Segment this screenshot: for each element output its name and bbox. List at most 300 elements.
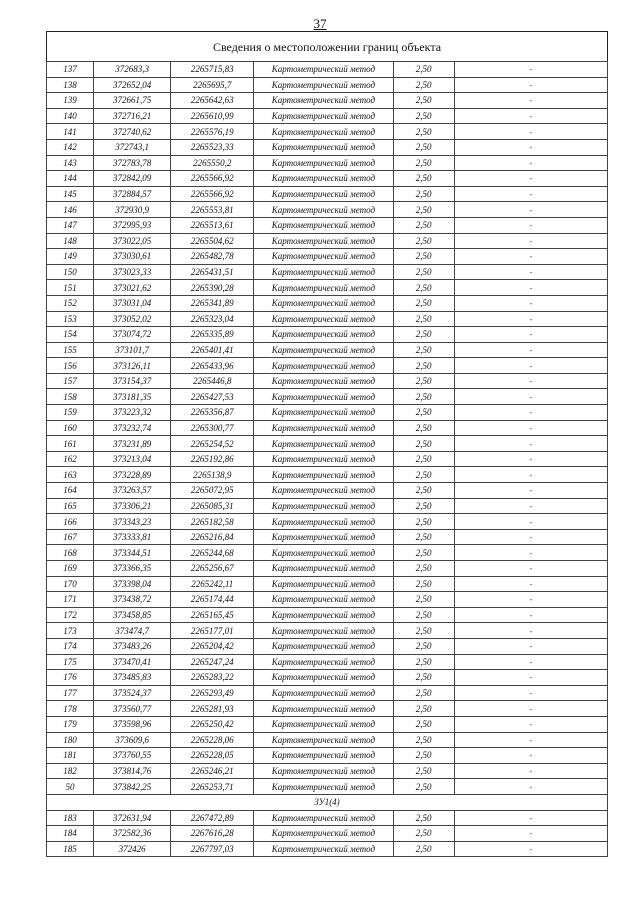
point-number-cell: 176 [47,670,94,686]
x-coordinate-cell: 373263,57 [94,483,171,499]
point-number-cell: 168 [47,545,94,561]
y-coordinate-cell: 2265642,63 [171,93,254,109]
y-coordinate-cell: 2265174,44 [171,592,254,608]
description-cell: - [454,202,607,218]
x-coordinate-cell: 373031,04 [94,295,171,311]
method-cell: Картометрический метод [254,342,393,358]
x-coordinate-cell: 373609,6 [94,732,171,748]
description-cell: - [454,436,607,452]
table-row [47,233,608,249]
x-coordinate-cell: 373343,23 [94,514,171,530]
table-row [47,217,608,233]
precision-cell: 2,50 [393,202,454,218]
precision-cell: 2,50 [393,342,454,358]
method-cell: Картометрический метод [254,451,393,467]
table-row [47,592,608,608]
precision-cell: 2,50 [393,186,454,202]
point-number-cell: 160 [47,420,94,436]
method-cell: Картометрический метод [254,264,393,280]
method-cell: Картометрический метод [254,670,393,686]
table-row [47,498,608,514]
point-number-cell: 165 [47,498,94,514]
y-coordinate-cell: 2265247,24 [171,654,254,670]
y-coordinate-cell: 2267616,28 [171,826,254,842]
precision-cell: 2,50 [393,810,454,826]
description-cell: - [454,576,607,592]
y-coordinate-cell: 2265138,9 [171,467,254,483]
method-cell: Картометрический метод [254,436,393,452]
x-coordinate-cell: 372652,04 [94,77,171,93]
x-coordinate-cell: 373231,89 [94,436,171,452]
point-number-cell: 142 [47,139,94,155]
precision-cell: 2,50 [393,498,454,514]
point-number-cell: 138 [47,77,94,93]
precision-cell: 2,50 [393,670,454,686]
point-number-cell: 151 [47,280,94,296]
method-cell: Картометрический метод [254,623,393,639]
description-cell: - [454,389,607,405]
table-row [47,108,608,124]
description-cell: - [454,763,607,779]
precision-cell: 2,50 [393,779,454,795]
method-cell: Картометрический метод [254,373,393,389]
y-coordinate-cell: 2265165,45 [171,607,254,623]
y-coordinate-cell: 2265553,81 [171,202,254,218]
table-row [47,716,608,732]
x-coordinate-cell: 373524,37 [94,685,171,701]
description-cell: - [454,264,607,280]
table-row [47,186,608,202]
method-cell: Картометрический метод [254,483,393,499]
x-coordinate-cell: 372426 [94,841,171,857]
point-number-cell: 141 [47,124,94,140]
x-coordinate-cell: 373438,72 [94,592,171,608]
description-cell: - [454,295,607,311]
method-cell: Картометрический метод [254,124,393,140]
point-number-cell: 147 [47,217,94,233]
method-cell: Картометрический метод [254,638,393,654]
description-cell: - [454,311,607,327]
table-row [47,264,608,280]
point-number-cell: 155 [47,342,94,358]
description-cell: - [454,155,607,171]
method-cell: Картометрический метод [254,841,393,857]
method-cell: Картометрический метод [254,62,393,78]
table-row [47,124,608,140]
table-row [47,139,608,155]
precision-cell: 2,50 [393,451,454,467]
x-coordinate-cell: 373101,7 [94,342,171,358]
table-row [47,342,608,358]
point-number-cell: 181 [47,748,94,764]
y-coordinate-cell: 2265192,86 [171,451,254,467]
description-cell: - [454,826,607,842]
method-cell: Картометрический метод [254,529,393,545]
x-coordinate-cell: 373021,62 [94,280,171,296]
x-coordinate-cell: 373030,61 [94,249,171,265]
method-cell: Картометрический метод [254,732,393,748]
description-cell: - [454,810,607,826]
precision-cell: 2,50 [393,561,454,577]
point-number-cell: 170 [47,576,94,592]
point-number-cell: 161 [47,436,94,452]
boundary-table-frame [46,31,608,857]
y-coordinate-cell: 2265341,89 [171,295,254,311]
x-coordinate-cell: 372995,93 [94,217,171,233]
method-cell: Картометрический метод [254,592,393,608]
description-cell: - [454,77,607,93]
point-number-cell: 179 [47,716,94,732]
point-number-cell: 184 [47,826,94,842]
y-coordinate-cell: 2265253,71 [171,779,254,795]
method-cell: Картометрический метод [254,420,393,436]
method-cell: Картометрический метод [254,280,393,296]
x-coordinate-cell: 373470,41 [94,654,171,670]
point-number-cell: 180 [47,732,94,748]
y-coordinate-cell: 2265281,93 [171,701,254,717]
description-cell: - [454,171,607,187]
method-cell: Картометрический метод [254,561,393,577]
x-coordinate-cell: 372842,09 [94,171,171,187]
table-row [47,311,608,327]
precision-cell: 2,50 [393,358,454,374]
table-row [47,327,608,343]
method-cell: Картометрический метод [254,389,393,405]
x-coordinate-cell: 372930,9 [94,202,171,218]
description-cell: - [454,124,607,140]
description-cell: - [454,529,607,545]
y-coordinate-cell: 2265513,61 [171,217,254,233]
x-coordinate-cell: 372683,3 [94,62,171,78]
y-coordinate-cell: 2265177,01 [171,623,254,639]
x-coordinate-cell: 373228,89 [94,467,171,483]
x-coordinate-cell: 372661,75 [94,93,171,109]
table-row [47,451,608,467]
precision-cell: 2,50 [393,93,454,109]
precision-cell: 2,50 [393,249,454,265]
description-cell: - [454,607,607,623]
y-coordinate-cell: 2265566,92 [171,186,254,202]
point-number-cell: 157 [47,373,94,389]
description-cell: - [454,217,607,233]
precision-cell: 2,50 [393,701,454,717]
table-row [47,483,608,499]
y-coordinate-cell: 2265431,51 [171,264,254,280]
table-row [47,654,608,670]
y-coordinate-cell: 2265085,31 [171,498,254,514]
precision-cell: 2,50 [393,545,454,561]
y-coordinate-cell: 2265523,33 [171,139,254,155]
method-cell: Картометрический метод [254,171,393,187]
method-cell: Картометрический метод [254,186,393,202]
table-row [47,202,608,218]
table-row [47,810,608,826]
table-row [47,280,608,296]
precision-cell: 2,50 [393,576,454,592]
table-row [47,155,608,171]
x-coordinate-cell: 372783,78 [94,155,171,171]
y-coordinate-cell: 2265550,2 [171,155,254,171]
point-number-cell: 146 [47,202,94,218]
description-cell: - [454,451,607,467]
table-row [47,467,608,483]
table-row [47,249,608,265]
x-coordinate-cell: 373213,04 [94,451,171,467]
table-row [47,93,608,109]
description-cell: - [454,701,607,717]
precision-cell: 2,50 [393,514,454,530]
y-coordinate-cell: 2265228,06 [171,732,254,748]
x-coordinate-cell: 373052,02 [94,311,171,327]
description-cell: - [454,420,607,436]
method-cell: Картометрический метод [254,607,393,623]
y-coordinate-cell: 2265242,11 [171,576,254,592]
y-coordinate-cell: 2265446,8 [171,373,254,389]
precision-cell: 2,50 [393,62,454,78]
precision-cell: 2,50 [393,592,454,608]
description-cell: - [454,327,607,343]
x-coordinate-cell: 372743,1 [94,139,171,155]
method-cell: Картометрический метод [254,467,393,483]
description-cell: - [454,405,607,421]
x-coordinate-cell: 373842,25 [94,779,171,795]
precision-cell: 2,50 [393,483,454,499]
y-coordinate-cell: 2265204,42 [171,638,254,654]
table-row [47,576,608,592]
precision-cell: 2,50 [393,685,454,701]
precision-cell: 2,50 [393,264,454,280]
table-row [47,763,608,779]
description-cell: - [454,233,607,249]
table-row [47,358,608,374]
y-coordinate-cell: 2267797,03 [171,841,254,857]
table-row [47,171,608,187]
table-row [47,638,608,654]
method-cell: Картометрический метод [254,576,393,592]
description-cell: - [454,467,607,483]
method-cell: Картометрический метод [254,108,393,124]
description-cell: - [454,108,607,124]
precision-cell: 2,50 [393,233,454,249]
method-cell: Картометрический метод [254,826,393,842]
x-coordinate-cell: 373223,32 [94,405,171,421]
y-coordinate-cell: 2265576,19 [171,124,254,140]
table-row [47,529,608,545]
point-number-cell: 149 [47,249,94,265]
point-number-cell: 167 [47,529,94,545]
table-row [47,779,608,795]
method-cell: Картометрический метод [254,249,393,265]
x-coordinate-cell: 373126,11 [94,358,171,374]
y-coordinate-cell: 2265300,77 [171,420,254,436]
precision-cell: 2,50 [393,732,454,748]
precision-cell: 2,50 [393,436,454,452]
point-number-cell: 171 [47,592,94,608]
point-number-cell: 164 [47,483,94,499]
method-cell: Картометрический метод [254,93,393,109]
x-coordinate-cell: 373333,81 [94,529,171,545]
x-coordinate-cell: 373366,35 [94,561,171,577]
method-cell: Картометрический метод [254,327,393,343]
precision-cell: 2,50 [393,654,454,670]
point-number-cell: 169 [47,561,94,577]
description-cell: - [454,545,607,561]
precision-cell: 2,50 [393,529,454,545]
table-row [47,77,608,93]
description-cell: - [454,670,607,686]
point-number-cell: 183 [47,810,94,826]
point-number-cell: 137 [47,62,94,78]
method-cell: Картометрический метод [254,358,393,374]
method-cell: Картометрический метод [254,498,393,514]
x-coordinate-cell: 372631,94 [94,810,171,826]
coordinates-rows-main [47,62,608,795]
precision-cell: 2,50 [393,623,454,639]
description-cell: - [454,93,607,109]
description-cell: - [454,779,607,795]
y-coordinate-cell: 2265250,42 [171,716,254,732]
precision-cell: 2,50 [393,124,454,140]
precision-cell: 2,50 [393,171,454,187]
method-cell: Картометрический метод [254,295,393,311]
point-number-cell: 145 [47,186,94,202]
point-number-cell: 166 [47,514,94,530]
table-row [47,389,608,405]
point-number-cell: 162 [47,451,94,467]
y-coordinate-cell: 2265695,7 [171,77,254,93]
method-cell: Картометрический метод [254,202,393,218]
y-coordinate-cell: 2265401,41 [171,342,254,358]
description-cell: - [454,732,607,748]
y-coordinate-cell: 2265323,04 [171,311,254,327]
y-coordinate-cell: 2265335,89 [171,327,254,343]
point-number-cell: 163 [47,467,94,483]
description-cell: - [454,592,607,608]
y-coordinate-cell: 2265283,22 [171,670,254,686]
y-coordinate-cell: 2265254,52 [171,436,254,452]
point-number-cell: 159 [47,405,94,421]
section-label: ЗУ1(4) [47,794,608,810]
description-cell: - [454,139,607,155]
method-cell: Картометрический метод [254,654,393,670]
point-number-cell: 175 [47,654,94,670]
table-row [47,436,608,452]
precision-cell: 2,50 [393,327,454,343]
point-number-cell: 158 [47,389,94,405]
y-coordinate-cell: 2265610,99 [171,108,254,124]
description-cell: - [454,685,607,701]
table-row [47,732,608,748]
precision-cell: 2,50 [393,77,454,93]
method-cell: Картометрический метод [254,748,393,764]
x-coordinate-cell: 373483,26 [94,638,171,654]
point-number-cell: 152 [47,295,94,311]
table-row [47,373,608,389]
precision-cell: 2,50 [393,295,454,311]
x-coordinate-cell: 372716,21 [94,108,171,124]
description-cell: - [454,483,607,499]
precision-cell: 2,50 [393,467,454,483]
table-row [47,62,608,78]
point-number-cell: 177 [47,685,94,701]
point-number-cell: 153 [47,311,94,327]
method-cell: Картометрический метод [254,233,393,249]
table-row [47,826,608,842]
point-number-cell: 178 [47,701,94,717]
method-cell: Картометрический метод [254,545,393,561]
table-row [47,561,608,577]
x-coordinate-cell: 373398,04 [94,576,171,592]
x-coordinate-cell: 373232,74 [94,420,171,436]
y-coordinate-cell: 2265293,49 [171,685,254,701]
method-cell: Картометрический метод [254,405,393,421]
table-title: Сведения о местоположении границ объекта [46,31,608,61]
table-row [47,405,608,421]
x-coordinate-cell: 373344,51 [94,545,171,561]
x-coordinate-cell: 373474,7 [94,623,171,639]
x-coordinate-cell: 373560,77 [94,701,171,717]
description-cell: - [454,623,607,639]
method-cell: Картометрический метод [254,311,393,327]
point-number-cell: 139 [47,93,94,109]
method-cell: Картометрический метод [254,514,393,530]
x-coordinate-cell: 373485,83 [94,670,171,686]
description-cell: - [454,249,607,265]
x-coordinate-cell: 373814,76 [94,763,171,779]
y-coordinate-cell: 2265504,62 [171,233,254,249]
y-coordinate-cell: 2265433,96 [171,358,254,374]
precision-cell: 2,50 [393,841,454,857]
description-cell: - [454,561,607,577]
method-cell: Картометрический метод [254,810,393,826]
description-cell: - [454,514,607,530]
precision-cell: 2,50 [393,139,454,155]
precision-cell: 2,50 [393,373,454,389]
precision-cell: 2,50 [393,108,454,124]
table-row [47,701,608,717]
description-cell: - [454,373,607,389]
precision-cell: 2,50 [393,638,454,654]
y-coordinate-cell: 2265256,67 [171,561,254,577]
table-row [47,841,608,857]
point-number-cell: 143 [47,155,94,171]
precision-cell: 2,50 [393,607,454,623]
table-row [47,514,608,530]
table-row [47,607,608,623]
y-coordinate-cell: 2265244,68 [171,545,254,561]
precision-cell: 2,50 [393,420,454,436]
method-cell: Картометрический метод [254,779,393,795]
precision-cell: 2,50 [393,716,454,732]
y-coordinate-cell: 2265072,95 [171,483,254,499]
precision-cell: 2,50 [393,405,454,421]
x-coordinate-cell: 372740,62 [94,124,171,140]
method-cell: Картометрический метод [254,701,393,717]
description-cell: - [454,186,607,202]
y-coordinate-cell: 2265715,83 [171,62,254,78]
y-coordinate-cell: 2265228,05 [171,748,254,764]
description-cell: - [454,841,607,857]
point-number-cell: 140 [47,108,94,124]
x-coordinate-cell: 372884,57 [94,186,171,202]
point-number-cell: 150 [47,264,94,280]
y-coordinate-cell: 2267472,89 [171,810,254,826]
x-coordinate-cell: 373022,05 [94,233,171,249]
x-coordinate-cell: 373154,37 [94,373,171,389]
y-coordinate-cell: 2265390,28 [171,280,254,296]
table-row [47,748,608,764]
point-number-cell: 154 [47,327,94,343]
